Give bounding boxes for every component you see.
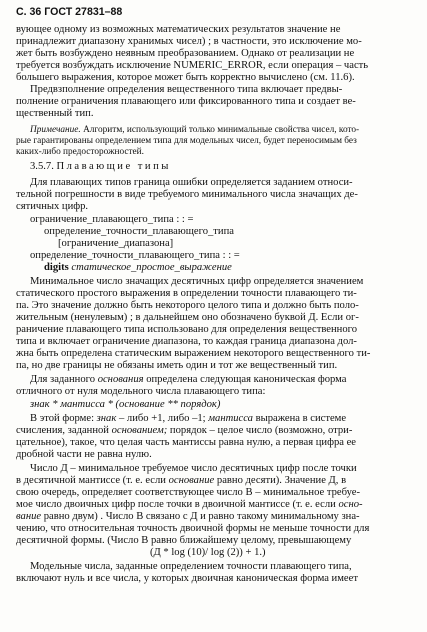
grammar-rule: ограничение_плавающего_типа : : = <box>30 214 194 225</box>
text-line: Минимальное число значащих десятичных цифр определяется значением <box>30 276 364 287</box>
text-line: Число Д – минимальное требуемое число десятичных цифр после точки <box>30 463 357 474</box>
text-line: В этой форме: знак – либо +1, либо –1; мантисса выражена в системе <box>30 413 347 424</box>
text-line: Предвзполнение определения вещественного типа включает предвы- <box>30 84 343 95</box>
text-line: щественный тип. <box>16 108 94 119</box>
note-line: рые гарантированы определением типа для модельных чисел, будет переносимым без <box>16 136 357 146</box>
formula: (Д * log (10)/ log (2)) + 1.) <box>150 547 266 558</box>
text-line: па, но две границы не обязаны иметь один и тот же вещественный тип. <box>16 360 338 371</box>
note-line: Примечание. Алгоритм, использующий только минимальные свойства чисел, кото- <box>30 125 360 135</box>
text-line: па. Это значение должно быть некоторого целого типа и должно быть поло- <box>16 300 359 311</box>
text-line: счисления, заданной основанием; порядок – целое число (возможно, отри- <box>16 425 353 436</box>
note-label: Примечание. <box>30 125 81 135</box>
text-line: требуется возбуждать исключение NUMERIC_ERROR, если операция – часть <box>16 60 369 71</box>
grammar-rule: определение_точности_плавающего_типа <box>44 226 234 237</box>
section-title: Плавающие типы <box>56 161 171 172</box>
text-line: чению, что относительная точность двоичной формы не меньше точности для <box>16 523 370 534</box>
text-line: тельной погрешности в виде требуемого минимального числа значащих де- <box>16 189 358 200</box>
text-line: типа и включает ограничение диапазона, то каждая граница диапазона дол- <box>16 336 357 347</box>
grammar-rule: определение_точности_плавающего_типа : : = <box>30 250 240 261</box>
text-line: свою очередь, определяет соответствующее число В – минимальное требуе- <box>16 487 360 498</box>
text-line: Для плавающих типов граница ошибки определяется заданием относи- <box>30 177 353 188</box>
note-line: каких-либо предосторожностей. <box>16 147 144 157</box>
text-line: жет быть возбуждено неявным преобразованием. Однако от реализации не <box>16 48 355 59</box>
text-line: принадлежит диапазону хранимых чисел) ; в частности, это исключение мо- <box>16 36 362 47</box>
keyword-digits: digits <box>44 262 69 273</box>
text-line: вание равно двум) . Число В связано с Д и равно такому минимальному зна- <box>16 511 360 522</box>
text-line: Модельные числа, заданные определением точности плавающего типа, <box>30 561 352 572</box>
text-line: вующее одному из возможных математических результатов значение не <box>16 24 341 35</box>
grammar-rule: [ограничение_диапазона] <box>58 238 174 249</box>
text-line: отличного от нуля модельного числа плавающего типа: <box>16 386 266 397</box>
text-line: включают нуль и все числа, у которых двоичная каноническая форма имеет <box>16 573 358 584</box>
grammar-rule: digits статическое_простое_выражение <box>44 262 232 273</box>
text-line: в десятичной мантиссе (т. е. если основание равно десяти). Значение Д, в <box>16 475 347 486</box>
text-line: жительным (ненулевым) ; в дальнейшем оно обозначено буквой Д. Если ог- <box>16 312 359 323</box>
section-number: 3.5.7. <box>30 161 54 172</box>
text-line: жна быть определена статическим выражением некоторого вещественного ти- <box>16 348 371 359</box>
text-line: Для заданного основания определена следующая каноническая форма <box>30 374 347 385</box>
text-line: цательное), такое, что целая часть мантиссы равна нулю, а первая цифра ее <box>16 437 356 448</box>
text-line: десятичной формы. (Число В равно ближайшему целому, превышающему <box>16 535 352 546</box>
text-line: полнение ограничения плавающего или фиксированного типа и создает ве- <box>16 96 356 107</box>
section-heading <box>30 161 427 173</box>
text-line: статического простого выражения в определении точности плавающего ти- <box>16 288 357 299</box>
text-line: мое число двоичных цифр после точки в двоичной мантиссе (т. е. если осно- <box>16 499 363 510</box>
page-header: С. 36 ГОСТ 27831–88 <box>16 6 123 18</box>
text-line: сятичных цифр. <box>16 201 89 212</box>
text-line: дробной части не равна нулю. <box>16 449 152 460</box>
text-line: раничение плавающего типа использовано для определения вещественного <box>16 324 358 335</box>
text-line: большего выражения, которое может быть корректно вычислено (см. 11.6). <box>16 72 355 83</box>
formula: знак * мантисса * (основание ** порядок) <box>30 399 221 410</box>
